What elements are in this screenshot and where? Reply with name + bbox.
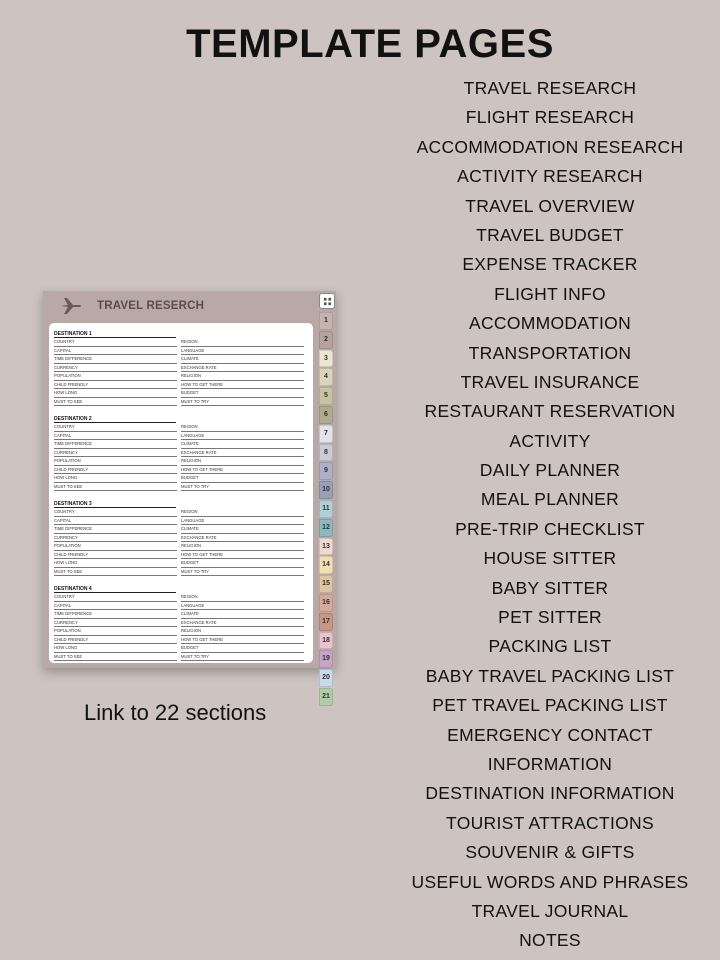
section-tab[interactable]: 19	[319, 650, 333, 668]
field-row	[54, 517, 308, 526]
field-row	[54, 559, 308, 568]
field-row	[54, 432, 308, 441]
template-page-item: RESTAURANT RESERVATION	[424, 401, 676, 422]
section-tab[interactable]: 20	[319, 669, 333, 687]
destination-title: DESTINATION 4	[54, 586, 176, 593]
template-page-item: BABY TRAVEL PACKING LIST	[425, 665, 675, 686]
field-input[interactable]: CURRENCY	[54, 619, 177, 628]
field-input[interactable]: COUNTRY	[54, 508, 177, 517]
template-page-item: MEAL PLANNER	[480, 489, 620, 510]
field-input[interactable]: CLIMATE	[181, 355, 304, 364]
field-input[interactable]: MUST TO SEE	[54, 398, 177, 407]
field-input[interactable]: CLIMATE	[181, 610, 304, 619]
field-input[interactable]: MUST TO TRY	[181, 568, 304, 577]
field-input[interactable]: REGION	[181, 593, 304, 602]
field-input[interactable]: COUNTRY	[54, 593, 177, 602]
field-input[interactable]: HOW LONG	[54, 474, 177, 483]
field-row	[54, 610, 308, 619]
field-input[interactable]: CHILD FRIENDLY	[54, 551, 177, 560]
section-tab[interactable]: 9	[319, 462, 333, 480]
template-page-item: PET TRAVEL PACKING LIST	[432, 695, 668, 716]
field-input[interactable]: MUST TO TRY	[181, 653, 304, 662]
field-input[interactable]: MUST TO SEE	[54, 568, 177, 577]
planner-preview	[43, 291, 336, 700]
field-input[interactable]: HOW TO GET THERE	[181, 466, 304, 475]
section-tab[interactable]: 5	[319, 387, 333, 405]
section-tab[interactable]: 15	[319, 575, 333, 593]
field-row	[54, 389, 308, 398]
field-input[interactable]: COUNTRY	[54, 423, 177, 432]
field-input[interactable]: MUST TO TRY	[181, 483, 304, 492]
field-input[interactable]: CURRENCY	[54, 534, 177, 543]
template-page-item: PET SITTER	[498, 607, 602, 628]
field-input[interactable]: CURRENCY	[54, 364, 177, 373]
field-input[interactable]: LANGUAGE	[181, 432, 304, 441]
field-input[interactable]: CAPITAL	[54, 347, 177, 356]
template-page-item: FLIGHT RESEARCH	[465, 107, 635, 128]
destination-block	[54, 501, 308, 576]
field-row	[54, 525, 308, 534]
field-input[interactable]: HOW TO GET THERE	[181, 381, 304, 390]
field-row	[54, 508, 308, 517]
section-tab[interactable]: 13	[319, 538, 333, 556]
section-tab[interactable]: 17	[319, 613, 333, 631]
field-input[interactable]: MUST TO SEE	[54, 653, 177, 662]
field-input[interactable]: POPULATION	[54, 627, 177, 636]
template-page-item: TRAVEL RESEARCH	[463, 78, 637, 98]
section-tab[interactable]: 8	[319, 444, 333, 462]
field-input[interactable]: POPULATION	[54, 372, 177, 381]
destination-block	[54, 331, 308, 406]
field-input[interactable]: CAPITAL	[54, 432, 177, 441]
field-input[interactable]: HOW LONG	[54, 644, 177, 653]
field-input[interactable]: BUDGET	[181, 644, 304, 653]
field-input[interactable]: MUST TO SEE	[54, 483, 177, 492]
template-page-item: USEFUL WORDS AND PHRASES	[411, 871, 689, 892]
section-tab[interactable]: 4	[319, 368, 333, 386]
section-tab[interactable]: 7	[319, 425, 333, 443]
section-tab[interactable]: 21	[319, 688, 333, 706]
field-row	[54, 372, 308, 381]
grid-icon	[323, 297, 332, 306]
field-row	[54, 542, 308, 551]
field-input[interactable]: REGION	[181, 338, 304, 347]
field-input[interactable]: REGION	[181, 423, 304, 432]
field-input[interactable]: RELIGION	[181, 627, 304, 636]
field-row	[54, 423, 308, 432]
field-row	[54, 466, 308, 475]
destination-title: DESTINATION 2	[54, 416, 176, 423]
field-input[interactable]: CURRENCY	[54, 449, 177, 458]
template-page-item: SOUVENIR & GIFTS	[465, 842, 635, 863]
field-input[interactable]: BUDGET	[181, 474, 304, 483]
template-page-item: DESTINATION INFORMATION	[425, 783, 675, 804]
destination-title: DESTINATION 3	[54, 501, 176, 508]
home-button[interactable]	[319, 293, 335, 309]
field-row	[54, 636, 308, 645]
field-row	[54, 440, 308, 449]
field-input[interactable]: REGION	[181, 508, 304, 517]
section-tab[interactable]: 6	[319, 406, 333, 424]
field-input[interactable]: POPULATION	[54, 457, 177, 466]
field-row	[54, 449, 308, 458]
field-input[interactable]: CHILD FRIENDLY	[54, 636, 177, 645]
field-input[interactable]: LANGUAGE	[181, 347, 304, 356]
template-page-item: NOTES	[519, 930, 581, 951]
section-tab[interactable]: 2	[319, 331, 333, 349]
field-input[interactable]: BUDGET	[181, 389, 304, 398]
field-row	[54, 619, 308, 628]
template-page-item: PRE-TRIP CHECKLIST	[455, 518, 645, 539]
field-row	[54, 474, 308, 483]
template-page-item: DAILY PLANNER	[479, 460, 621, 481]
template-page-item: FLIGHT INFO	[494, 283, 606, 304]
field-input[interactable]: BUDGET	[181, 559, 304, 568]
destination-title: DESTINATION 1	[54, 331, 176, 338]
field-input[interactable]: TIME DIFFERENCE	[54, 610, 177, 619]
template-page-item: TRAVEL BUDGET	[476, 224, 624, 245]
template-page-item: EMERGENCY CONTACT	[447, 724, 653, 745]
destination-block	[54, 586, 308, 661]
field-input[interactable]: HOW LONG	[54, 559, 177, 568]
field-input[interactable]: LANGUAGE	[181, 517, 304, 526]
field-row	[54, 644, 308, 653]
airplane-icon	[59, 296, 83, 316]
template-page-item: BABY SITTER	[491, 577, 609, 598]
field-input[interactable]: LANGUAGE	[181, 602, 304, 611]
template-page-item: INFORMATION	[487, 753, 613, 774]
template-pages-list	[410, 74, 690, 956]
field-row	[54, 551, 308, 560]
field-input[interactable]: EXCHANGE RATE	[181, 534, 304, 543]
template-page-item: ACCOMMODATION	[468, 313, 632, 334]
section-tabs	[319, 312, 333, 707]
field-input[interactable]: RELIGION	[181, 457, 304, 466]
field-row	[54, 534, 308, 543]
field-row	[54, 593, 308, 602]
field-input[interactable]: RELIGION	[181, 542, 304, 551]
field-input[interactable]: POPULATION	[54, 542, 177, 551]
field-input[interactable]: MUST TO TRY	[181, 398, 304, 407]
field-input[interactable]: TIME DIFFERENCE	[54, 440, 177, 449]
field-row	[54, 568, 308, 577]
field-input[interactable]: CAPITAL	[54, 517, 177, 526]
field-input[interactable]: EXCHANGE RATE	[181, 449, 304, 458]
template-page-item: ACTIVITY	[509, 430, 591, 451]
field-input[interactable]: HOW LONG	[54, 389, 177, 398]
field-row	[54, 653, 308, 662]
research-sheet	[49, 323, 313, 663]
template-page-item: ACTIVITY RESEARCH	[457, 166, 643, 187]
template-page-item: EXPENSE TRACKER	[462, 254, 638, 275]
field-row	[54, 398, 308, 407]
template-page-item: PACKING LIST	[488, 636, 612, 657]
section-tab[interactable]: 3	[319, 350, 333, 368]
link-note: Link to 22 sections	[84, 700, 267, 725]
template-page-item: TRAVEL INSURANCE	[460, 371, 640, 392]
section-tab[interactable]: 11	[319, 500, 333, 518]
field-row	[54, 627, 308, 636]
field-input[interactable]: CHILD FRIENDLY	[54, 381, 177, 390]
template-page-item: ACCOMMODATION RESEARCH	[416, 136, 684, 157]
field-row	[54, 457, 308, 466]
field-input[interactable]: CLIMATE	[181, 525, 304, 534]
section-tab[interactable]: 16	[319, 594, 333, 612]
field-row	[54, 347, 308, 356]
field-input[interactable]: TIME DIFFERENCE	[54, 525, 177, 534]
field-row	[54, 355, 308, 364]
destination-block	[54, 416, 308, 491]
field-input[interactable]: HOW TO GET THERE	[181, 636, 304, 645]
field-input[interactable]: TIME DIFFERENCE	[54, 355, 177, 364]
template-page-item: TOURIST ATTRACTIONS	[446, 812, 654, 833]
field-input[interactable]: CLIMATE	[181, 440, 304, 449]
field-row	[54, 483, 308, 492]
template-page-item: HOUSE SITTER	[483, 548, 617, 569]
section-tab[interactable]: 14	[319, 556, 333, 574]
field-input[interactable]: HOW TO GET THERE	[181, 551, 304, 560]
section-tab[interactable]: 1	[319, 312, 333, 330]
planner-title: TRAVEL RESERCH	[97, 300, 205, 312]
field-input[interactable]: RELIGION	[181, 372, 304, 381]
field-input[interactable]: CAPITAL	[54, 602, 177, 611]
field-input[interactable]: COUNTRY	[54, 338, 177, 347]
planner-header	[43, 291, 315, 321]
field-row	[54, 602, 308, 611]
template-page-item: TRAVEL JOURNAL	[471, 900, 629, 921]
field-row	[54, 381, 308, 390]
template-page-item: TRAVEL OVERVIEW	[465, 195, 635, 216]
field-input[interactable]: CHILD FRIENDLY	[54, 466, 177, 475]
section-tab[interactable]: 12	[319, 519, 333, 537]
template-page-item: TRANSPORTATION	[468, 342, 632, 363]
field-row	[54, 364, 308, 373]
field-row	[54, 338, 308, 347]
section-tab[interactable]: 10	[319, 481, 333, 499]
field-input[interactable]: EXCHANGE RATE	[181, 619, 304, 628]
page-title: TEMPLATE PAGES	[186, 22, 554, 66]
section-tab[interactable]: 18	[319, 632, 333, 650]
field-input[interactable]: EXCHANGE RATE	[181, 364, 304, 373]
